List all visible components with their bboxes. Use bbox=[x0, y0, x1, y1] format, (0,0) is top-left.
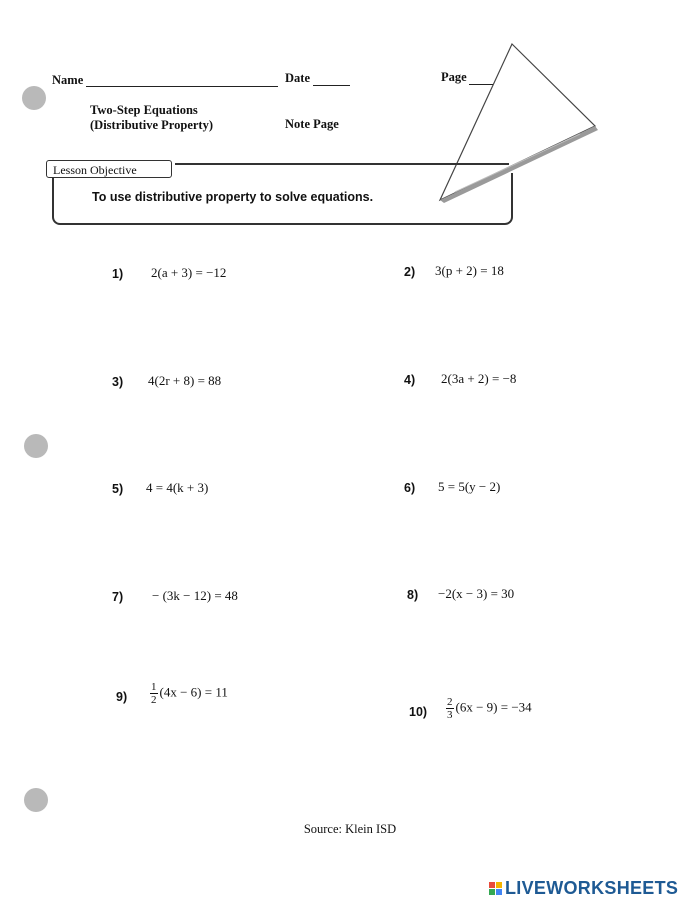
name-field-line[interactable] bbox=[86, 86, 278, 87]
objective-text: To use distributive property to solve equations. bbox=[92, 190, 374, 204]
problem-8-equation: −2(x − 3) = 30 bbox=[438, 586, 515, 601]
problem-1-equation: 2(a + 3) = −12 bbox=[151, 265, 227, 280]
liveworksheets-logo bbox=[489, 878, 678, 899]
problem-3-equation: 4(2r + 8) = 88 bbox=[148, 373, 222, 388]
binder-hole-middle bbox=[24, 434, 48, 458]
name-label: Name bbox=[52, 73, 84, 87]
problem-2-equation: 3(p + 2) = 18 bbox=[435, 263, 504, 278]
problem-9-fraction-denominator: 2 bbox=[151, 694, 157, 706]
problem-10-fraction bbox=[446, 696, 454, 721]
binder-hole-top bbox=[22, 86, 46, 110]
liveworksheets-wordmark: LIVEWORKSHEETS bbox=[505, 878, 679, 898]
problem-3-number: 3) bbox=[112, 375, 124, 389]
problem-9-equation bbox=[150, 681, 228, 706]
problem-8-number: 8) bbox=[407, 588, 419, 602]
problem-1-number: 1) bbox=[112, 267, 124, 281]
problem-4-equation: 2(3a + 2) = −8 bbox=[441, 371, 517, 386]
problem-5-equation: 4 = 4(k + 3) bbox=[146, 480, 209, 495]
problem-9-expression: (4x − 6) = 11 bbox=[159, 684, 228, 700]
problem-9-number: 9) bbox=[116, 690, 128, 704]
problem-9-fraction bbox=[150, 681, 158, 706]
problem-10-equation bbox=[446, 696, 532, 721]
problem-6-equation: 5 = 5(y − 2) bbox=[438, 479, 501, 494]
problem-10-fraction-denominator: 3 bbox=[447, 709, 453, 721]
problem-2-number: 2) bbox=[404, 265, 416, 279]
objective-tab: Lesson Objective bbox=[46, 160, 172, 178]
title-line-2: (Distributive Property) bbox=[90, 118, 214, 132]
problem-9-fraction-numerator: 1 bbox=[151, 681, 157, 693]
problem-7-equation: − (3k − 12) = 48 bbox=[152, 588, 238, 603]
problem-5-number: 5) bbox=[112, 482, 124, 496]
problem-6-number: 6) bbox=[404, 481, 416, 495]
page-label: Page bbox=[441, 70, 467, 84]
worksheet-title bbox=[90, 103, 213, 133]
liveworksheets-mark-icon bbox=[489, 882, 502, 895]
problem-7-number: 7) bbox=[112, 590, 124, 604]
source-credit: Source: Klein ISD bbox=[303, 822, 397, 836]
date-label: Date bbox=[285, 71, 310, 85]
date-field-line[interactable] bbox=[313, 85, 350, 86]
problem-4-number: 4) bbox=[404, 373, 416, 387]
objective-top-border bbox=[175, 163, 509, 165]
problem-10-fraction-numerator: 2 bbox=[447, 696, 453, 708]
problem-10-expression: (6x − 9) = −34 bbox=[455, 699, 532, 715]
binder-hole-bottom bbox=[24, 788, 48, 812]
title-line-1: Two-Step Equations bbox=[90, 103, 198, 117]
problem-10-number: 10) bbox=[409, 705, 428, 719]
note-page-label: Note Page bbox=[285, 117, 339, 131]
